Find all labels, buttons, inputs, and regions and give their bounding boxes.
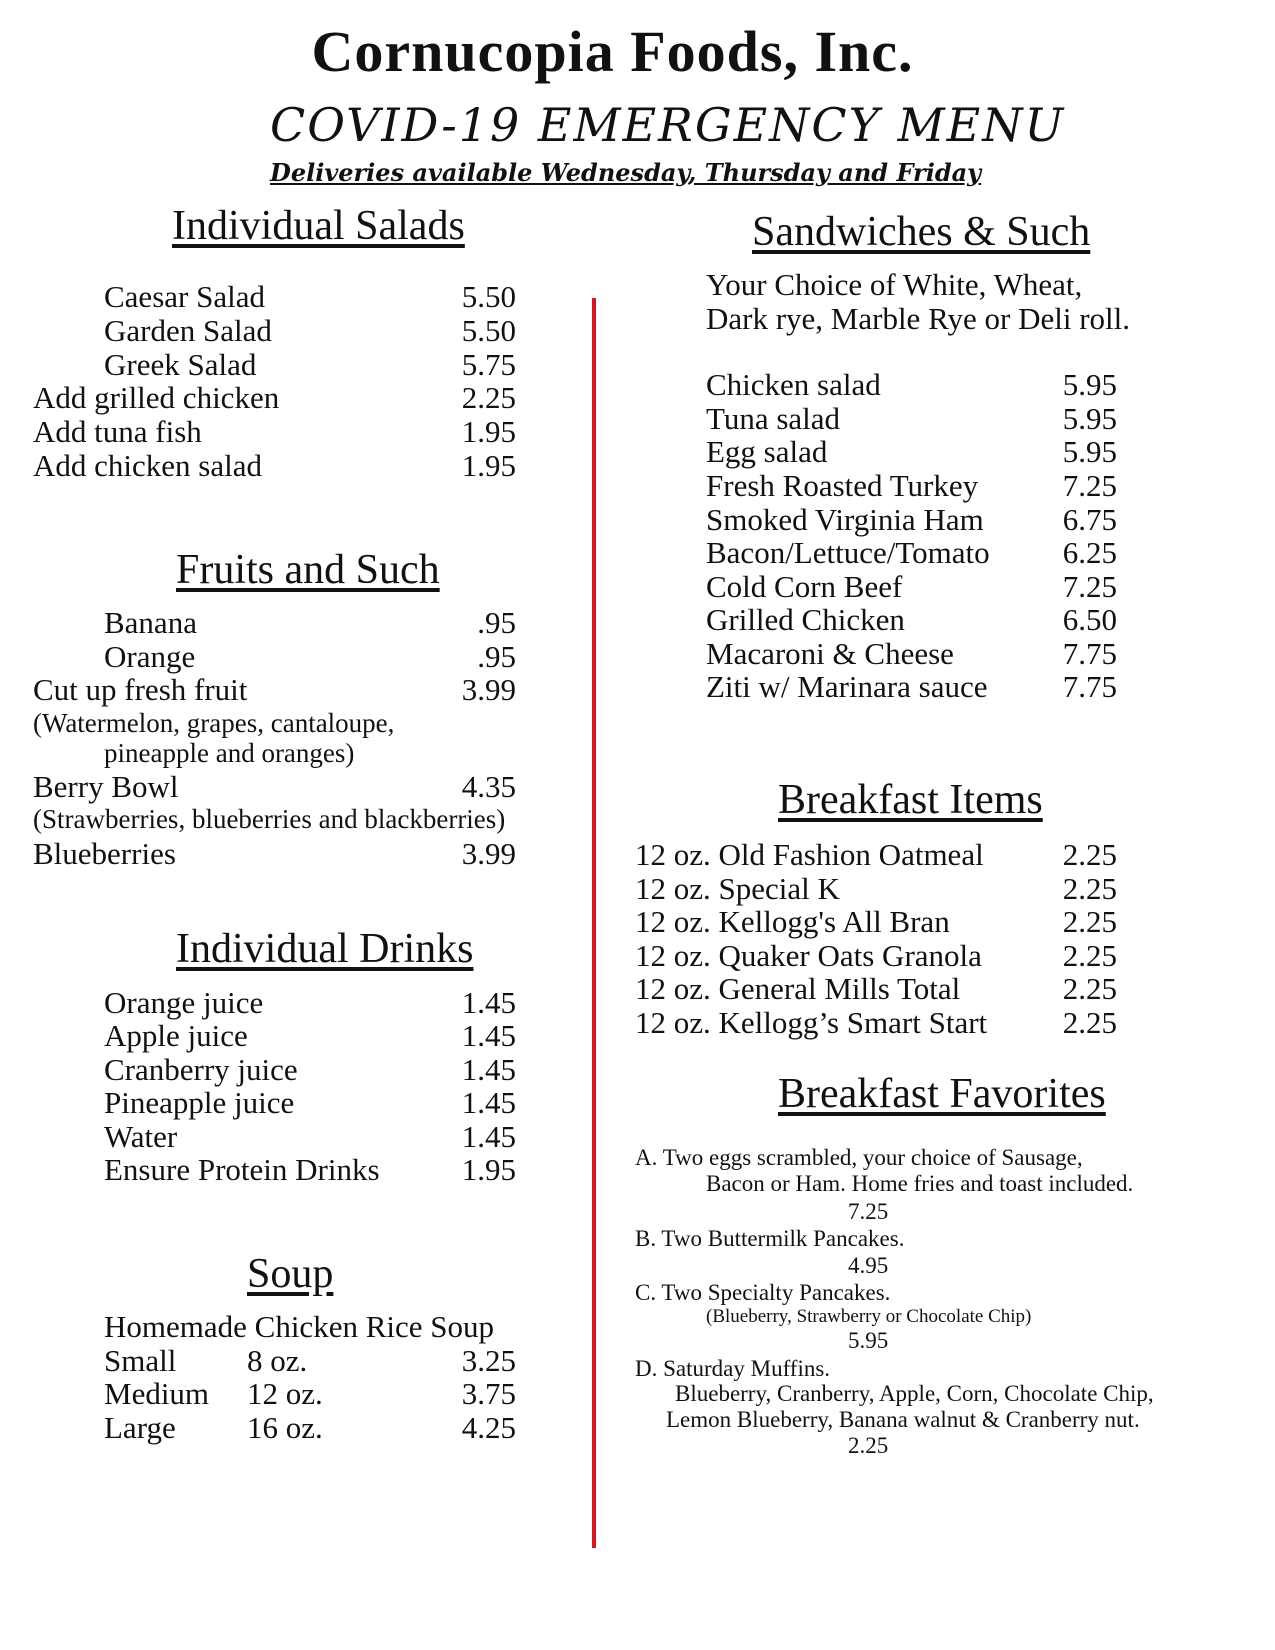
menu-item: Blueberries	[33, 836, 176, 871]
menu-item: 12 oz. Old Fashion Oatmeal	[635, 837, 984, 872]
menu-price: 6.75	[1062, 502, 1117, 537]
menu-price: 3.25	[461, 1343, 516, 1378]
soup-name: Homemade Chicken Rice Soup	[104, 1309, 494, 1344]
breakfast-items-heading: Breakfast Items	[778, 777, 1043, 823]
soup-ounces: 12 oz.	[247, 1376, 323, 1411]
menu-item: Grilled Chicken	[706, 602, 905, 637]
menu-price: 2.25	[461, 380, 516, 415]
menu-item: Garden Salad	[104, 313, 272, 348]
menu-price: 2.25	[1062, 837, 1117, 872]
fruits-heading: Fruits and Such	[176, 547, 440, 593]
menu-price: .95	[477, 605, 516, 640]
menu-title: COVID-19 EMERGENCY MENU	[270, 98, 1066, 152]
favorite-d-detail: Lemon Blueberry, Banana walnut & Cranberry nut.	[666, 1407, 1140, 1432]
menu-item: Add grilled chicken	[33, 380, 280, 415]
menu-price: 3.99	[461, 672, 516, 707]
menu-price: 2.25	[1062, 904, 1117, 939]
menu-item: Cranberry juice	[104, 1052, 298, 1087]
menu-price: 2.25	[1062, 871, 1117, 906]
menu-price: 3.75	[461, 1376, 516, 1411]
menu-item: Berry Bowl	[33, 769, 179, 804]
favorite-d: D. Saturday Muffins.	[635, 1356, 831, 1381]
menu-price: 2.25	[1062, 971, 1117, 1006]
menu-price: 5.95	[1062, 367, 1117, 402]
menu-item: Pineapple juice	[104, 1085, 295, 1120]
menu-item: Cold Corn Beef	[706, 569, 903, 604]
menu-item: Caesar Salad	[104, 279, 265, 314]
menu-item: 12 oz. Quaker Oats Granola	[635, 938, 982, 973]
menu-item: 12 oz. Special K	[635, 871, 840, 906]
menu-price: 4.35	[461, 769, 516, 804]
menu-price: 7.75	[1062, 669, 1117, 704]
delivery-note: Deliveries available Wednesday, Thursday and Friday	[270, 158, 982, 187]
menu-item: Orange	[104, 639, 196, 674]
menu-price: 5.50	[461, 313, 516, 348]
menu-item: Macaroni & Cheese	[706, 636, 954, 671]
favorite-c-price: 5.95	[848, 1328, 889, 1353]
menu-item: Fresh Roasted Turkey	[706, 468, 979, 503]
menu-price: 6.25	[1062, 535, 1117, 570]
menu-price: 5.95	[1062, 434, 1117, 469]
menu-item: Tuna salad	[706, 401, 841, 436]
soup-size: Small	[104, 1343, 177, 1378]
menu-price: 2.25	[1062, 938, 1117, 973]
menu-item: Add tuna fish	[33, 414, 202, 449]
menu-price: 5.95	[1062, 401, 1117, 436]
menu-price: 3.99	[461, 836, 516, 871]
menu-price: 7.75	[1062, 636, 1117, 671]
menu-price: 5.50	[461, 279, 516, 314]
favorite-d-detail: Blueberry, Cranberry, Apple, Corn, Chocolate Chip,	[675, 1381, 1154, 1406]
soup-ounces: 8 oz.	[247, 1343, 308, 1378]
menu-price: .95	[477, 639, 516, 674]
fruit-note: pineapple and oranges)	[104, 738, 355, 768]
drinks-heading: Individual Drinks	[176, 926, 474, 972]
favorite-c-detail: (Blueberry, Strawberry or Chocolate Chip)	[706, 1306, 1032, 1327]
menu-price: 6.50	[1062, 602, 1117, 637]
menu-price: 1.95	[461, 1152, 516, 1187]
sandwiches-heading: Sandwiches & Such	[752, 209, 1091, 255]
menu-price: 1.45	[461, 1119, 516, 1154]
favorite-c: C. Two Specialty Pancakes.	[635, 1280, 891, 1305]
favorite-a: A. Two eggs scrambled, your choice of Sausage,	[635, 1145, 1083, 1170]
breakfast-favorites-heading: Breakfast Favorites	[778, 1071, 1106, 1117]
menu-item: 12 oz. Kellogg’s Smart Start	[635, 1005, 988, 1040]
menu-item: Ensure Protein Drinks	[104, 1152, 380, 1187]
menu-price: 7.25	[1062, 569, 1117, 604]
menu-price: 1.95	[461, 448, 516, 483]
soup-ounces: 16 oz.	[247, 1410, 323, 1445]
menu-item: Water	[104, 1119, 178, 1154]
menu-price: 1.45	[461, 1018, 516, 1053]
menu-item: Chicken salad	[706, 367, 881, 402]
menu-price: 1.45	[461, 985, 516, 1020]
soup-size: Medium	[104, 1376, 210, 1411]
favorite-a-price: 7.25	[848, 1199, 889, 1224]
column-divider	[592, 298, 596, 1548]
favorite-d-price: 2.25	[848, 1433, 889, 1458]
menu-item: 12 oz. Kellogg's All Bran	[635, 904, 950, 939]
menu-item: Smoked Virginia Ham	[706, 502, 984, 537]
menu-item: Banana	[104, 605, 197, 640]
company-name: Cornucopia Foods, Inc.	[311, 19, 914, 84]
favorite-a-detail: Bacon or Ham. Home fries and toast included.	[706, 1171, 1134, 1196]
menu-price: 2.25	[1062, 1005, 1117, 1040]
salads-heading: Individual Salads	[172, 203, 465, 249]
menu-item: 12 oz. General Mills Total	[635, 971, 961, 1006]
menu-item: Bacon/Lettuce/Tomato	[706, 535, 990, 570]
menu-price: 5.75	[461, 347, 516, 382]
menu-price: 7.25	[1062, 468, 1117, 503]
fruit-note: (Watermelon, grapes, cantaloupe,	[33, 708, 395, 738]
menu-item: Ziti w/ Marinara sauce	[706, 669, 988, 704]
menu-item: Apple juice	[104, 1018, 248, 1053]
menu-price: 1.45	[461, 1085, 516, 1120]
favorite-b-price: 4.95	[848, 1253, 889, 1278]
favorite-b: B. Two Buttermilk Pancakes.	[635, 1226, 905, 1251]
menu-item: Greek Salad	[104, 347, 257, 382]
soup-size: Large	[104, 1410, 176, 1445]
bread-choice: Dark rye, Marble Rye or Deli roll.	[706, 301, 1131, 336]
menu-price: 1.95	[461, 414, 516, 449]
soup-heading: Soup	[247, 1251, 334, 1297]
menu-price: 4.25	[461, 1410, 516, 1445]
bread-choice: Your Choice of White, Wheat,	[706, 267, 1083, 302]
menu-price: 1.45	[461, 1052, 516, 1087]
menu-item: Add chicken salad	[33, 448, 262, 483]
menu-item: Cut up fresh fruit	[33, 672, 248, 707]
menu-item: Orange juice	[104, 985, 264, 1020]
menu-item: Egg salad	[706, 434, 828, 469]
berry-note: (Strawberries, blueberries and blackberries)	[33, 804, 506, 834]
